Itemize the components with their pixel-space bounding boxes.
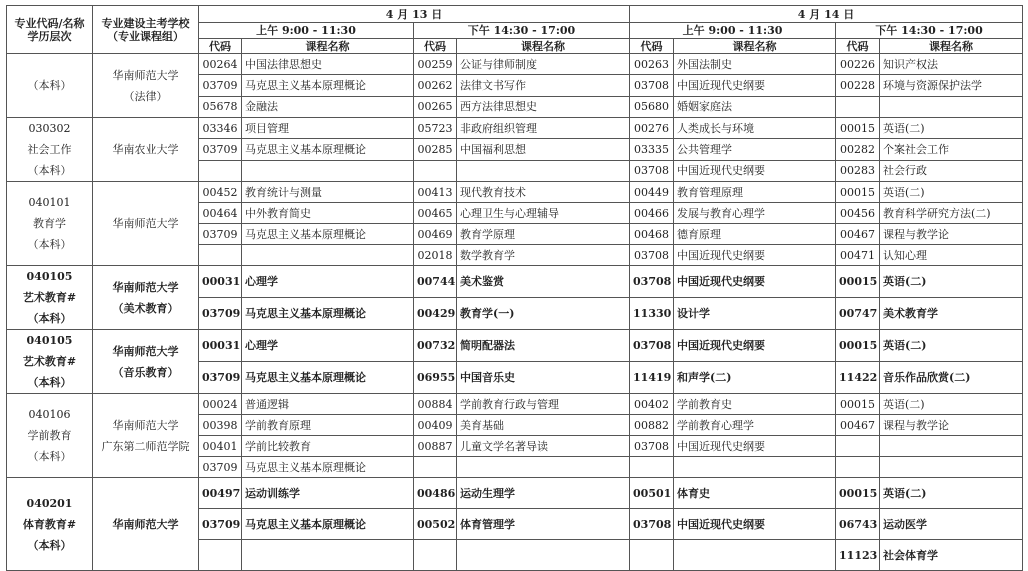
header-code: 代码: [414, 39, 457, 54]
course-name: 马克思主义基本原理概论: [242, 509, 414, 540]
header-row-days: [7, 6, 1023, 23]
header-day2: 4 月 14 日: [630, 6, 1023, 23]
course-code: 00015: [836, 330, 880, 362]
course-code: 03709: [199, 457, 242, 478]
course-name: 学前教育史: [674, 394, 836, 415]
course-code: 00015: [836, 266, 880, 298]
course-code: 00732: [414, 330, 457, 362]
major-line: 艺术教育#: [22, 291, 77, 304]
course-name: 认知心理: [880, 245, 1023, 266]
course-name: 教育学(一): [457, 298, 630, 330]
course-name: 美术教育学: [880, 298, 1023, 330]
course-code: 00468: [630, 224, 674, 245]
table-row: [7, 182, 1023, 203]
course-name: 中国近现代史纲要: [674, 330, 836, 362]
school-line: 华南师范大学: [112, 517, 179, 531]
course-code: 00263: [630, 54, 674, 75]
table-row: [7, 266, 1023, 298]
school-line: 华南师范大学: [112, 68, 179, 82]
course-code: 00024: [199, 394, 242, 415]
course-code: 00466: [630, 203, 674, 224]
course-name: 课程与教学论: [880, 415, 1023, 436]
course-name: 马克思主义基本原理概论: [242, 457, 414, 478]
course-name: 运动医学: [880, 509, 1023, 540]
major-line: 030302: [28, 122, 71, 135]
course-code: 03346: [199, 118, 242, 139]
course-name: 英语(二): [880, 118, 1023, 139]
course-name: 现代教育技术: [457, 182, 630, 203]
course-code: 00402: [630, 394, 674, 415]
major-line: （本科）: [27, 164, 72, 177]
school-line: 华南师范大学: [112, 280, 179, 294]
course-code: 00285: [414, 139, 457, 160]
course-code: 00015: [836, 478, 880, 509]
major-cell: [7, 478, 93, 571]
course-name: 数学教育学: [457, 245, 630, 266]
major-cell: [7, 330, 93, 394]
school-line: （音乐教育）: [112, 365, 179, 379]
course-code: 00486: [414, 478, 457, 509]
course-name: [242, 245, 414, 266]
course-name: 发展与教育心理学: [674, 203, 836, 224]
course-code: 00882: [630, 415, 674, 436]
major-line: （本科）: [27, 238, 72, 251]
course-code: 03708: [630, 266, 674, 298]
major-line: 040105: [26, 334, 73, 347]
course-name: 金融法: [242, 96, 414, 117]
course-name: 中国近现代史纲要: [674, 75, 836, 96]
course-code: 00265: [414, 96, 457, 117]
course-name: 英语(二): [880, 330, 1023, 362]
course-name: 非政府组织管理: [457, 118, 630, 139]
course-code: [836, 457, 880, 478]
course-name: 马克思主义基本原理概论: [242, 139, 414, 160]
course-name: 马克思主义基本原理概论: [242, 75, 414, 96]
course-code: 03708: [630, 509, 674, 540]
school-cell: [93, 54, 199, 118]
course-name: 中国近现代史纲要: [674, 266, 836, 298]
course-code: 00276: [630, 118, 674, 139]
course-name: 美育基础: [457, 415, 630, 436]
school-cell: [93, 182, 199, 266]
table-row: [7, 118, 1023, 139]
major-cell: [7, 182, 93, 266]
major-line: 040201: [26, 496, 73, 510]
course-name: [674, 457, 836, 478]
header-course: 课程名称: [880, 39, 1023, 54]
course-code: 03709: [199, 362, 242, 394]
course-code: 00283: [836, 160, 880, 181]
course-code: [836, 436, 880, 457]
course-name: 环境与资源保护法学: [880, 75, 1023, 96]
course-name: 中国近现代史纲要: [674, 509, 836, 540]
course-code: 00031: [199, 330, 242, 362]
header-school: 专业建设主考学校 （专业课程组）: [93, 6, 199, 54]
major-cell: [7, 394, 93, 478]
course-code: 00259: [414, 54, 457, 75]
course-name: 儿童文学名著导读: [457, 436, 630, 457]
course-name: 心理卫生与心理辅导: [457, 203, 630, 224]
header-code: 代码: [199, 39, 242, 54]
major-line: （本科）: [27, 312, 72, 325]
course-code: 03709: [199, 139, 242, 160]
course-name: 教育学原理: [457, 224, 630, 245]
header-major: 专业代码/名称 学历层次: [7, 6, 93, 54]
course-code: [630, 540, 674, 571]
course-name: [457, 540, 630, 571]
course-code: [630, 457, 674, 478]
course-code: 00015: [836, 118, 880, 139]
school-cell: [93, 330, 199, 394]
school-line: 华南师范大学: [112, 418, 179, 432]
course-name: 个案社会工作: [880, 139, 1023, 160]
header-course: 课程名称: [457, 39, 630, 54]
major-line: 艺术教育#: [22, 355, 77, 368]
course-name: 英语(二): [880, 182, 1023, 203]
course-code: [199, 160, 242, 181]
header-code: 代码: [836, 39, 880, 54]
course-code: 00413: [414, 182, 457, 203]
course-name: 社会行政: [880, 160, 1023, 181]
school-line: 华南师范大学: [112, 344, 179, 358]
course-code: 00744: [414, 266, 457, 298]
course-name: 中国近现代史纲要: [674, 160, 836, 181]
course-name: [880, 457, 1023, 478]
course-code: 11422: [836, 362, 880, 394]
course-name: 知识产权法: [880, 54, 1023, 75]
course-code: 00469: [414, 224, 457, 245]
course-code: 11330: [630, 298, 674, 330]
course-code: 11123: [836, 540, 880, 571]
course-name: 学前教育心理学: [674, 415, 836, 436]
course-code: 03708: [630, 330, 674, 362]
school-line: 广东第二师范学院: [101, 439, 190, 453]
major-line: 社会工作: [27, 143, 72, 156]
course-name: 运动生理学: [457, 478, 630, 509]
course-code: 03709: [199, 509, 242, 540]
major-line: （本科）: [27, 79, 72, 92]
major-line: 040106: [28, 408, 71, 421]
major-line: （本科）: [27, 538, 72, 552]
course-code: 03709: [199, 75, 242, 96]
course-name: 马克思主义基本原理概论: [242, 362, 414, 394]
course-name: 心理学: [242, 330, 414, 362]
course-name: 和声学(二): [674, 362, 836, 394]
course-name: 项目管理: [242, 118, 414, 139]
course-code: 03709: [199, 298, 242, 330]
course-name: 婚姻家庭法: [674, 96, 836, 117]
header-day1: 4 月 13 日: [199, 6, 630, 23]
course-name: 英语(二): [880, 266, 1023, 298]
course-code: 00429: [414, 298, 457, 330]
course-name: 中国法律思想史: [242, 54, 414, 75]
course-name: 英语(二): [880, 478, 1023, 509]
course-name: 社会体育学: [880, 540, 1023, 571]
course-code: 00228: [836, 75, 880, 96]
course-code: [199, 245, 242, 266]
course-code: 03708: [630, 436, 674, 457]
course-name: 学前教育行政与管理: [457, 394, 630, 415]
major-cell: [7, 118, 93, 182]
course-code: 00398: [199, 415, 242, 436]
course-name: [242, 540, 414, 571]
course-code: 00452: [199, 182, 242, 203]
course-name: 公共管理学: [674, 139, 836, 160]
course-code: 11419: [630, 362, 674, 394]
course-code: [414, 457, 457, 478]
course-name: 音乐作品欣赏(二): [880, 362, 1023, 394]
course-code: 03708: [630, 245, 674, 266]
course-code: 03708: [630, 160, 674, 181]
school-cell: [93, 394, 199, 478]
header-code: 代码: [630, 39, 674, 54]
header-day2-am: 上午 9:00 - 11:30: [630, 23, 836, 39]
course-code: 00747: [836, 298, 880, 330]
course-name: [457, 457, 630, 478]
school-cell: [93, 478, 199, 571]
course-name: 中国近现代史纲要: [674, 436, 836, 457]
course-name: 教育统计与测量: [242, 182, 414, 203]
course-name: 简明配器法: [457, 330, 630, 362]
course-name: 中国音乐史: [457, 362, 630, 394]
course-name: 德育原理: [674, 224, 836, 245]
course-code: 00884: [414, 394, 457, 415]
header-day1-am: 上午 9:00 - 11:30: [199, 23, 414, 39]
course-name: [674, 540, 836, 571]
course-name: 美术鉴赏: [457, 266, 630, 298]
course-code: 05678: [199, 96, 242, 117]
header-course: 课程名称: [242, 39, 414, 54]
course-code: 00262: [414, 75, 457, 96]
major-line: 040105: [26, 270, 73, 283]
course-name: [457, 160, 630, 181]
course-name: 普通逻辑: [242, 394, 414, 415]
course-code: 00456: [836, 203, 880, 224]
table-row: [7, 478, 1023, 509]
major-line: [10, 96, 89, 117]
course-name: [880, 436, 1023, 457]
course-code: 03709: [199, 224, 242, 245]
course-name: 教育科学研究方法(二): [880, 203, 1023, 224]
course-code: [414, 160, 457, 181]
course-code: 00467: [836, 415, 880, 436]
course-name: [880, 96, 1023, 117]
course-code: 05723: [414, 118, 457, 139]
course-name: [242, 160, 414, 181]
course-code: 00015: [836, 182, 880, 203]
course-code: 05680: [630, 96, 674, 117]
course-name: 心理学: [242, 266, 414, 298]
course-code: 00409: [414, 415, 457, 436]
course-name: 运动训练学: [242, 478, 414, 509]
course-name: 中国近现代史纲要: [674, 245, 836, 266]
course-code: 03708: [630, 75, 674, 96]
course-name: 课程与教学论: [880, 224, 1023, 245]
course-code: 00015: [836, 394, 880, 415]
course-name: 马克思主义基本原理概论: [242, 298, 414, 330]
course-code: 00031: [199, 266, 242, 298]
course-name: 学前教育原理: [242, 415, 414, 436]
school-line: （法律）: [123, 89, 168, 103]
course-code: 00471: [836, 245, 880, 266]
course-name: 学前比较教育: [242, 436, 414, 457]
major-cell: [7, 266, 93, 330]
course-name: 中国福利思想: [457, 139, 630, 160]
course-code: 00502: [414, 509, 457, 540]
major-line: 教育学: [33, 217, 66, 230]
course-code: 00264: [199, 54, 242, 75]
course-code: 00226: [836, 54, 880, 75]
course-name: 体育史: [674, 478, 836, 509]
course-name: 英语(二): [880, 394, 1023, 415]
course-code: 00887: [414, 436, 457, 457]
course-name: 马克思主义基本原理概论: [242, 224, 414, 245]
course-name: 设计学: [674, 298, 836, 330]
course-code: 00282: [836, 139, 880, 160]
course-name: 公证与律师制度: [457, 54, 630, 75]
course-name: 西方法律思想史: [457, 96, 630, 117]
course-code: 06955: [414, 362, 457, 394]
school-cell: [93, 266, 199, 330]
table-row: [7, 54, 1023, 75]
school-cell: [93, 118, 199, 182]
major-line: 体育教育#: [22, 517, 77, 531]
course-name: 中外教育简史: [242, 203, 414, 224]
course-code: 00465: [414, 203, 457, 224]
school-line: 华南师范大学: [112, 217, 179, 230]
exam-schedule-table: [6, 5, 1023, 571]
major-line: 040101: [28, 196, 71, 209]
course-name: 体育管理学: [457, 509, 630, 540]
course-name: 法律文书写作: [457, 75, 630, 96]
course-code: 06743: [836, 509, 880, 540]
major-cell: [7, 54, 93, 118]
course-name: 外国法制史: [674, 54, 836, 75]
header-day2-pm: 下午 14:30 - 17:00: [836, 23, 1023, 39]
course-code: 00449: [630, 182, 674, 203]
school-line: （美术教育）: [112, 301, 179, 315]
course-code: [836, 96, 880, 117]
major-line: （本科）: [27, 376, 72, 389]
course-name: 人类成长与环境: [674, 118, 836, 139]
table-row: [7, 394, 1023, 415]
course-code: 00401: [199, 436, 242, 457]
major-line: [10, 54, 89, 75]
course-code: 00467: [836, 224, 880, 245]
course-code: [414, 540, 457, 571]
school-line: 华南农业大学: [112, 143, 179, 156]
table-row: [7, 330, 1023, 362]
course-name: 教育管理原理: [674, 182, 836, 203]
course-code: [199, 540, 242, 571]
major-line: （本科）: [27, 450, 72, 463]
course-code: 03335: [630, 139, 674, 160]
course-code: 00501: [630, 478, 674, 509]
course-code: 00497: [199, 478, 242, 509]
header-day1-pm: 下午 14:30 - 17:00: [414, 23, 630, 39]
course-code: 02018: [414, 245, 457, 266]
course-code: 00464: [199, 203, 242, 224]
major-line: 学前教育: [27, 429, 72, 442]
header-course: 课程名称: [674, 39, 836, 54]
